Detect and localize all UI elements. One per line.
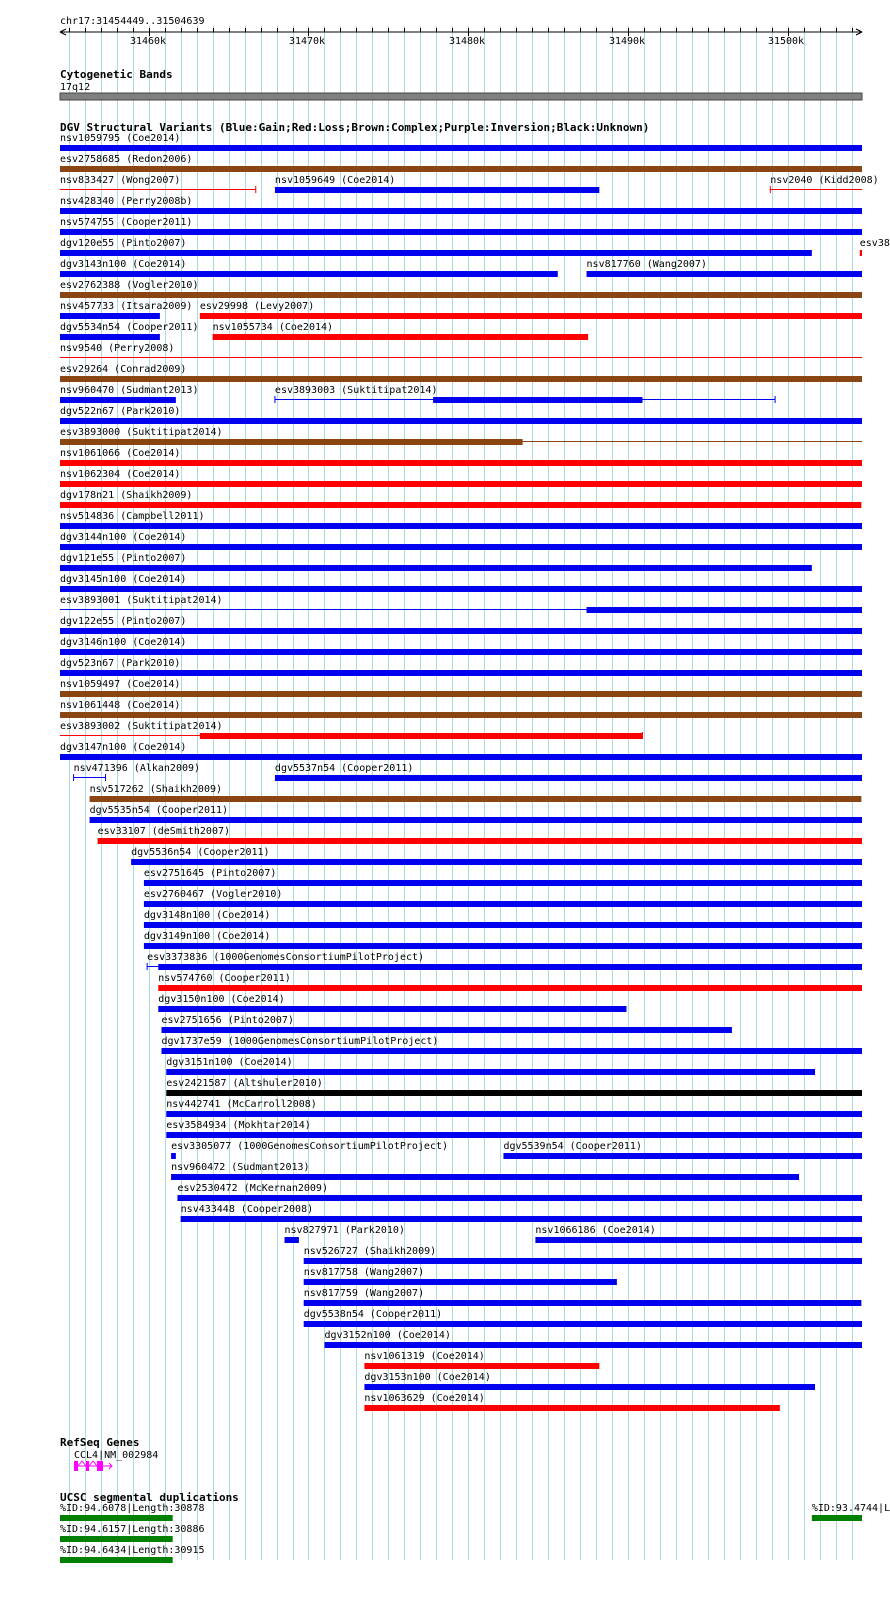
variant-feature[interactable] bbox=[364, 1393, 779, 1411]
segdup-feature[interactable] bbox=[60, 1524, 205, 1542]
variant-label: nsv827971 (Park2010) bbox=[284, 1225, 405, 1236]
variant-feature[interactable] bbox=[144, 910, 862, 928]
variant-feature[interactable] bbox=[275, 175, 599, 193]
variant-bar bbox=[144, 901, 862, 907]
variant-bar bbox=[60, 376, 862, 382]
variant-label: esv2758685 (Redon2006) bbox=[60, 154, 193, 165]
variant-bar bbox=[158, 964, 862, 970]
variant-label: nsv517262 (Shaikh2009) bbox=[89, 784, 223, 795]
variant-bar bbox=[60, 712, 862, 718]
variant-feature[interactable] bbox=[60, 175, 256, 193]
segdup-label: %ID:94.6434|Length:30915 bbox=[60, 1545, 205, 1556]
segdup-bar bbox=[60, 1515, 173, 1521]
variant-feature[interactable] bbox=[60, 154, 862, 172]
variant-feature[interactable] bbox=[98, 826, 862, 844]
variant-feature[interactable] bbox=[60, 196, 862, 214]
variant-label: dgv5538n54 (Cooper2011) bbox=[303, 1309, 443, 1320]
variant-label: dgv3152n100 (Coe2014) bbox=[324, 1330, 451, 1341]
variant-feature[interactable] bbox=[171, 1162, 799, 1180]
variant-label: nsv457733 (Itsara2009) bbox=[60, 301, 193, 312]
variant-label: nsv1061066 (Coe2014) bbox=[60, 448, 181, 459]
variant-feature[interactable] bbox=[364, 1372, 815, 1390]
variant-feature[interactable] bbox=[144, 931, 862, 949]
variant-label: nsv817759 (Wang2007) bbox=[303, 1288, 425, 1299]
variant-bar bbox=[60, 481, 862, 487]
variant-label: dgv121e55 (Pinto2007) bbox=[60, 553, 187, 564]
variant-feature[interactable] bbox=[275, 763, 862, 781]
ruler-tick-label: 31490k bbox=[608, 36, 646, 47]
variant-feature[interactable] bbox=[60, 217, 862, 235]
variant-bar bbox=[304, 1300, 862, 1306]
variant-label: dgv5535n54 (Cooper2011) bbox=[89, 805, 229, 816]
variant-bar bbox=[60, 334, 160, 340]
variant-bar bbox=[60, 502, 861, 508]
variant-feature[interactable] bbox=[860, 238, 890, 256]
variant-feature[interactable] bbox=[535, 1225, 862, 1243]
variant-label: dgv3151n100 (Coe2014) bbox=[166, 1057, 293, 1068]
ruler-location-label: chr17:31454449..31504639 bbox=[60, 16, 205, 27]
variant-label: dgv120e55 (Pinto2007) bbox=[60, 238, 187, 249]
segdup-label: %ID:94.6078|Length:30878 bbox=[60, 1503, 205, 1514]
variant-feature[interactable] bbox=[144, 868, 862, 886]
variant-bar bbox=[166, 1090, 862, 1096]
variant-feature[interactable] bbox=[166, 1120, 862, 1138]
variant-bar bbox=[535, 1237, 862, 1243]
variant-feature[interactable] bbox=[60, 448, 862, 466]
variant-label: dgv178n21 (Shaikh2009) bbox=[60, 490, 193, 501]
variant-label: dgv5534n54 (Cooper2011) bbox=[60, 322, 199, 333]
variant-bar bbox=[60, 628, 862, 634]
variant-feature[interactable] bbox=[503, 1141, 862, 1159]
variant-feature[interactable] bbox=[60, 490, 861, 508]
variant-feature[interactable] bbox=[60, 658, 862, 676]
segdup-bar bbox=[60, 1536, 173, 1542]
variant-bar bbox=[503, 1153, 862, 1159]
variant-feature[interactable] bbox=[60, 322, 198, 340]
variant-bar bbox=[60, 523, 862, 529]
variant-bar bbox=[60, 544, 862, 550]
variant-label: dgv3153n100 (Coe2014) bbox=[364, 1372, 491, 1383]
variant-feature[interactable] bbox=[144, 889, 862, 907]
variant-bar bbox=[304, 1258, 862, 1264]
dgv-track-title: DGV Structural Variants (Blue:Gain;Red:Loss;Brown:Complex;Purple:Inversion;Black:Unknown) bbox=[60, 121, 650, 134]
variant-bar bbox=[364, 1384, 815, 1390]
variant-feature[interactable] bbox=[158, 994, 626, 1012]
variant-bar bbox=[60, 670, 862, 676]
variant-bar bbox=[90, 796, 862, 802]
segdup-track-title: UCSC segmental duplications bbox=[60, 1491, 239, 1504]
variant-feature[interactable] bbox=[60, 280, 862, 298]
variant-bar bbox=[181, 1216, 862, 1222]
variant-label: dgv3147n100 (Coe2014) bbox=[60, 742, 187, 753]
variant-bar bbox=[98, 838, 862, 844]
variant-feature[interactable] bbox=[60, 406, 862, 424]
variant-bar bbox=[364, 1405, 779, 1411]
variant-bar bbox=[285, 1237, 299, 1243]
segdup-label: %ID:94.6157|Length:30886 bbox=[60, 1524, 205, 1535]
variant-label: nsv433448 (Cooper2008) bbox=[180, 1204, 314, 1215]
variant-label: esv2751656 (Pinto2007) bbox=[161, 1015, 294, 1026]
variant-bar bbox=[171, 1153, 176, 1159]
variant-bar bbox=[60, 460, 862, 466]
variant-feature[interactable] bbox=[60, 343, 862, 358]
variant-feature[interactable] bbox=[60, 238, 812, 256]
variant-label: nsv1062304 (Coe2014) bbox=[60, 469, 181, 480]
variant-feature[interactable] bbox=[147, 952, 862, 970]
variant-label: nsv1066186 (Coe2014) bbox=[535, 1225, 656, 1236]
variant-feature[interactable] bbox=[304, 1288, 862, 1306]
variant-label: nsv1061319 (Coe2014) bbox=[364, 1351, 485, 1362]
variant-feature[interactable] bbox=[161, 1015, 731, 1033]
variant-label: dgv3146n100 (Coe2014) bbox=[60, 637, 187, 648]
variant-label: esv2751645 (Pinto2007) bbox=[143, 868, 277, 879]
variant-feature[interactable] bbox=[60, 742, 862, 760]
variant-bar bbox=[275, 775, 862, 781]
variant-feature[interactable] bbox=[60, 616, 862, 634]
variant-feature[interactable] bbox=[60, 427, 862, 445]
variant-bar bbox=[161, 1048, 862, 1054]
variant-feature[interactable] bbox=[200, 301, 862, 319]
variant-bar bbox=[304, 1321, 862, 1327]
variant-feature[interactable] bbox=[166, 1099, 862, 1117]
variant-label: nsv471396 (Alkan2009) bbox=[73, 763, 201, 774]
variant-label: esv3893000 (Suktitipat2014) bbox=[60, 427, 223, 438]
variant-label: dgv5537n54 (Cooper2011) bbox=[274, 763, 414, 774]
variant-feature[interactable] bbox=[177, 1183, 862, 1201]
variant-bar bbox=[200, 733, 643, 739]
variant-feature[interactable] bbox=[60, 700, 862, 718]
variant-bar bbox=[177, 1195, 862, 1201]
variant-bar bbox=[60, 229, 862, 235]
variant-feature[interactable] bbox=[60, 553, 812, 571]
variant-bar bbox=[275, 187, 599, 193]
variant-feature[interactable] bbox=[60, 721, 642, 739]
segdup-bar bbox=[60, 1557, 173, 1563]
variant-bar bbox=[364, 1363, 599, 1369]
variant-label: esv2762388 (Vogler2010) bbox=[60, 280, 199, 291]
variant-bar bbox=[144, 880, 862, 886]
variant-label: nsv2040 (Kidd2008) bbox=[770, 175, 879, 186]
variant-feature[interactable] bbox=[304, 1309, 862, 1327]
strand-arrow-icon bbox=[106, 1463, 112, 1469]
variant-bar bbox=[60, 271, 558, 277]
variant-feature[interactable] bbox=[304, 1246, 862, 1264]
variant-label: nsv574755 (Cooper2011) bbox=[60, 217, 193, 228]
variant-label: dgv3148n100 (Coe2014) bbox=[143, 910, 271, 921]
variant-bar bbox=[433, 397, 642, 403]
ruler-tick-label: 31500k bbox=[767, 36, 805, 47]
variant-bar bbox=[60, 397, 176, 403]
variant-label: nsv514836 (Campbell2011) bbox=[60, 511, 205, 522]
variant-bar bbox=[144, 922, 862, 928]
variant-bar bbox=[60, 565, 812, 571]
cytoband-track-title: Cytogenetic Bands bbox=[60, 68, 173, 81]
variant-feature[interactable] bbox=[285, 1225, 405, 1243]
variant-feature[interactable] bbox=[166, 1057, 815, 1075]
variant-bar bbox=[158, 985, 862, 991]
segdup-label: %ID:93.4744|L bbox=[811, 1503, 890, 1514]
variant-bar bbox=[304, 1279, 617, 1285]
variant-label: nsv574760 (Cooper2011) bbox=[158, 973, 291, 984]
variant-bar bbox=[60, 166, 862, 172]
variant-bar bbox=[60, 313, 160, 319]
cytoband-bar[interactable] bbox=[60, 93, 862, 100]
refseq-gene-label: CCL4|NM_002984 bbox=[74, 1450, 159, 1461]
variant-feature[interactable] bbox=[90, 784, 862, 802]
variant-label: nsv1061448 (Coe2014) bbox=[60, 700, 181, 711]
variant-bar bbox=[60, 145, 862, 151]
variant-label: esv3373836 (1000GenomesConsortiumPilotProject) bbox=[147, 952, 425, 963]
variant-bar bbox=[60, 250, 812, 256]
variant-label: nsv1059795 (Coe2014) bbox=[60, 133, 181, 144]
variant-feature[interactable] bbox=[60, 679, 862, 697]
variant-label: esv29264 (Conrad2009) bbox=[60, 364, 187, 375]
variant-label: dgv3145n100 (Coe2014) bbox=[60, 574, 187, 585]
variant-label: nsv817760 (Wang2007) bbox=[586, 259, 707, 270]
variant-bar bbox=[324, 1342, 862, 1348]
variant-bar bbox=[200, 313, 862, 319]
variant-bar bbox=[60, 439, 523, 445]
variant-label: nsv960470 (Sudmant2013) bbox=[60, 385, 199, 396]
variant-label: esv2760467 (Vogler2010) bbox=[143, 889, 283, 900]
variant-label: esv3893003 (Suktitipat2014) bbox=[274, 385, 438, 396]
variant-label: dgv5539n54 (Cooper2011) bbox=[503, 1141, 642, 1152]
variant-label: dgv522n67 (Park2010) bbox=[60, 406, 181, 417]
ruler-tick-label: 31470k bbox=[288, 36, 326, 47]
variant-feature[interactable] bbox=[60, 385, 198, 403]
variant-label: esv2421587 (Altshuler2010) bbox=[166, 1078, 323, 1089]
variant-label: nsv9540 (Perry2008) bbox=[60, 343, 175, 354]
variant-label: nsv1059649 (Coe2014) bbox=[274, 175, 396, 186]
variant-label: dgv5536n54 (Cooper2011) bbox=[131, 847, 270, 858]
variant-label: esv3893001 (Suktitipat2014) bbox=[60, 595, 223, 606]
variant-feature[interactable] bbox=[60, 133, 862, 151]
variant-feature[interactable] bbox=[304, 1267, 617, 1285]
segdup-feature[interactable] bbox=[812, 1503, 890, 1521]
variant-bar bbox=[144, 943, 862, 949]
variant-label: nsv817758 (Wang2007) bbox=[303, 1267, 425, 1278]
variant-label: dgv3150n100 (Coe2014) bbox=[158, 994, 285, 1005]
dgv-variant-track bbox=[60, 133, 890, 1411]
variant-label: dgv3149n100 (Coe2014) bbox=[143, 931, 271, 942]
variant-bar bbox=[60, 586, 862, 592]
variant-feature[interactable] bbox=[60, 595, 862, 613]
gene-ccl4-feature[interactable] bbox=[74, 1461, 112, 1471]
segdup-feature[interactable] bbox=[60, 1545, 205, 1563]
variant-feature[interactable] bbox=[60, 364, 862, 382]
variant-feature[interactable] bbox=[90, 805, 862, 823]
variant-bar bbox=[587, 271, 862, 277]
variant-label: nsv960472 (Sudmant2013) bbox=[171, 1162, 310, 1173]
variant-feature[interactable] bbox=[60, 532, 862, 550]
variant-label: esv38 bbox=[859, 238, 890, 249]
variant-label: nsv428340 (Perry2008b) bbox=[60, 196, 193, 207]
variant-feature[interactable] bbox=[324, 1330, 862, 1348]
cytoband-label: 17q12 bbox=[60, 82, 91, 93]
variant-bar bbox=[60, 418, 862, 424]
variant-feature[interactable] bbox=[60, 511, 862, 529]
segdup-track bbox=[60, 1503, 890, 1563]
variant-bar bbox=[60, 292, 862, 298]
variant-feature[interactable] bbox=[60, 574, 862, 592]
variant-label: nsv1059497 (Coe2014) bbox=[60, 679, 181, 690]
segdup-bar bbox=[812, 1515, 862, 1521]
ruler-axis bbox=[60, 29, 862, 35]
variant-label: esv33107 (deSmith2007) bbox=[97, 826, 231, 837]
ruler-tick-label: 31480k bbox=[448, 36, 486, 47]
variant-label: dgv3143n100 (Coe2014) bbox=[60, 259, 187, 270]
variant-label: nsv833427 (Wong2007) bbox=[60, 175, 181, 186]
variant-bar bbox=[587, 607, 862, 613]
variant-bar bbox=[90, 817, 862, 823]
variant-feature[interactable] bbox=[275, 385, 775, 403]
variant-bar bbox=[860, 250, 862, 256]
variant-bar bbox=[166, 1111, 862, 1117]
variant-label: esv3893002 (Suktitipat2014) bbox=[60, 721, 223, 732]
variant-feature[interactable] bbox=[60, 301, 192, 319]
variant-feature[interactable] bbox=[60, 469, 862, 487]
variant-label: esv29998 (Levy2007) bbox=[199, 301, 315, 312]
variant-label: dgv523n67 (Park2010) bbox=[60, 658, 181, 669]
variant-label: nsv526727 (Shaikh2009) bbox=[303, 1246, 437, 1257]
variant-bar bbox=[166, 1069, 815, 1075]
variant-bar bbox=[60, 691, 862, 697]
ruler-tick-label: 31460k bbox=[129, 36, 167, 47]
refseq-track-title: RefSeq Genes bbox=[60, 1436, 140, 1449]
variant-feature[interactable] bbox=[60, 637, 862, 655]
variant-label: dgv1737e59 (1000GenomesConsortiumPilotProject) bbox=[161, 1036, 439, 1047]
variant-label: dgv122e55 (Pinto2007) bbox=[60, 616, 187, 627]
variant-label: nsv442741 (McCarroll2008) bbox=[166, 1099, 317, 1110]
variant-bar bbox=[60, 649, 862, 655]
variant-feature[interactable] bbox=[131, 847, 862, 865]
variant-bar bbox=[213, 334, 589, 340]
variant-label: nsv1055734 (Coe2014) bbox=[212, 322, 334, 333]
variant-bar bbox=[161, 1027, 731, 1033]
variant-feature[interactable] bbox=[213, 322, 589, 340]
variant-label: nsv1063629 (Coe2014) bbox=[364, 1393, 485, 1404]
variant-label: dgv3144n100 (Coe2014) bbox=[60, 532, 187, 543]
variant-bar bbox=[158, 1006, 626, 1012]
variant-label: esv3305077 (1000GenomesConsortiumPilotProject) bbox=[171, 1141, 449, 1152]
variant-feature[interactable] bbox=[770, 175, 878, 193]
variant-label: esv3584934 (Mokhtar2014) bbox=[166, 1120, 311, 1131]
variant-label: esv2530472 (McKernan2009) bbox=[177, 1183, 328, 1194]
variant-feature[interactable] bbox=[171, 1141, 448, 1159]
variant-feature[interactable] bbox=[181, 1204, 862, 1222]
variant-feature[interactable] bbox=[166, 1078, 862, 1096]
variant-bar bbox=[171, 1174, 799, 1180]
variant-bar bbox=[60, 208, 862, 214]
variant-bar bbox=[60, 754, 862, 760]
segdup-feature[interactable] bbox=[60, 1503, 205, 1521]
variant-bar bbox=[166, 1132, 862, 1138]
variant-bar bbox=[131, 859, 862, 865]
